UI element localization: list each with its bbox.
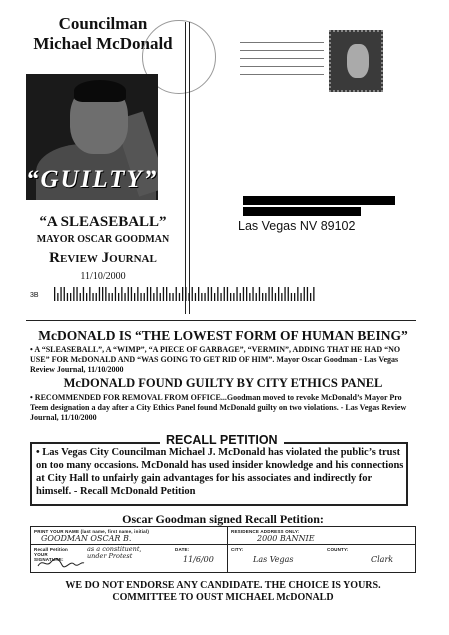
recipient-city: Las Vegas NV 89102 bbox=[238, 219, 356, 233]
cancel-line bbox=[240, 58, 324, 59]
recall-petition-text: • Las Vegas City Councilman Michael J. McDonald has violated the public’s trust on too many occasions. McDonald has used insider knowledge and his connections at City Hall to unfairly gain advantages for his associates and indirectly for himself. - Recall McDonald Petition bbox=[36, 447, 404, 497]
quote-source: Review Journal bbox=[49, 250, 157, 266]
recall-petition-title: RECALL PETITION bbox=[160, 433, 284, 447]
vertical-divider bbox=[185, 22, 190, 314]
print-name-label: PRINT YOUR NAME (last name, first name, initial) bbox=[34, 529, 150, 534]
title-line-1: Councilman bbox=[58, 14, 148, 33]
ethics-headline: McDONALD FOUND GUILTY BY CITY ETHICS PANEL bbox=[63, 376, 383, 390]
county-label: COUNTY: bbox=[327, 547, 349, 552]
redaction-bar bbox=[243, 196, 395, 205]
print-name-value: GOODMAN OSCAR B. bbox=[41, 534, 132, 543]
photo-hair-shape bbox=[74, 80, 126, 102]
quote-attribution: MAYOR OSCAR GOODMAN bbox=[36, 234, 170, 245]
city-label: CITY: bbox=[231, 547, 244, 552]
cancel-line bbox=[240, 42, 324, 43]
quote-paragraph-1: • A “SLEASEBALL”, A “WIMP”, “A PIECE OF GARBAGE”, “VERMIN”, ADDING THAT HE HAD “NO USE” FOR McDONALD AND “WAS GOING TO GET RID OF HIM”. Mayor Oscar Goodman - Las Vegas Review Journal, 11/10/2000 bbox=[30, 345, 401, 374]
signed-headline: Oscar Goodman signed Recall Petition: bbox=[122, 512, 324, 526]
cancel-line bbox=[240, 66, 324, 67]
postal-barcode bbox=[54, 287, 318, 301]
signature-scribble bbox=[37, 557, 85, 569]
section-rule bbox=[26, 320, 416, 321]
stamp-portrait-icon bbox=[347, 44, 369, 78]
quote-headline: “A SLEASEBALL” bbox=[39, 214, 167, 230]
quote-date: 11/10/2000 bbox=[80, 271, 126, 282]
committee-line: COMMITTEE TO OUST MICHAEL McDONALD bbox=[112, 592, 334, 603]
county-value: Clark bbox=[371, 555, 394, 564]
form-divider bbox=[227, 527, 228, 572]
postage-stamp bbox=[329, 30, 383, 92]
date-label: DATE: bbox=[175, 547, 190, 552]
main-headline: McDONALD IS “THE LOWEST FORM OF HUMAN BEING” bbox=[38, 328, 408, 343]
signature-label: Recall Petition YOUR SIGNATURE: bbox=[34, 547, 69, 562]
title-line-2: Michael McDonald bbox=[33, 34, 173, 53]
cancel-line bbox=[240, 50, 324, 51]
signature-note: as a constituent, under Protest bbox=[87, 545, 142, 560]
disclaimer-line: WE DO NOT ENDORSE ANY CANDIDATE. THE CHOICE IS YOURS. bbox=[65, 580, 381, 591]
residence-value: 2000 BANNIE bbox=[257, 534, 315, 543]
date-value: 11/6/00 bbox=[183, 555, 214, 564]
quote-paragraph-2: • RECOMMENDED FOR REMOVAL FROM OFFICE...Goodman moved to revoke McDonald’s Mayor Pro Teem designation a day after a City Ethics Panel found McDonald guilty on two violations. - Las Vegas Review Journal, 11/10/2000 bbox=[30, 393, 407, 422]
mail-code: 3B bbox=[30, 292, 39, 299]
petition-form bbox=[30, 526, 416, 573]
photo-caption: “GUILTY” bbox=[26, 166, 159, 193]
redaction-bar bbox=[243, 207, 361, 216]
residence-label: RESIDENCE ADDRESS ONLY: bbox=[231, 529, 300, 534]
city-value: Las Vegas bbox=[253, 555, 294, 564]
cancel-line bbox=[240, 74, 324, 75]
